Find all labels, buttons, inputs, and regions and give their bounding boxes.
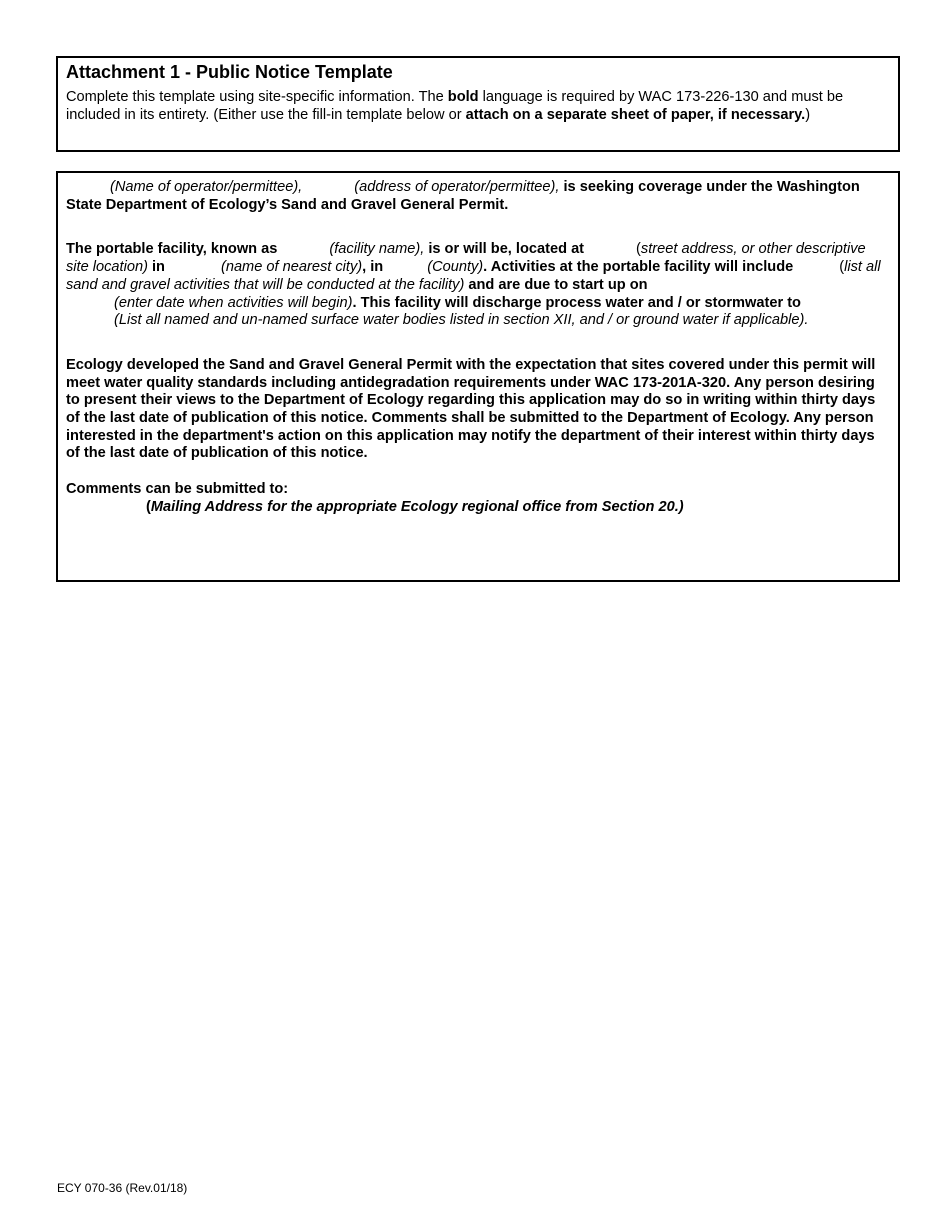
public-notice-box bbox=[56, 171, 900, 582]
activities-placeholder: list all sand and gravel activities that will be conducted at the facility) bbox=[66, 259, 881, 293]
street-open-paren: ( bbox=[636, 241, 641, 258]
intro-bold-end: attach on a separate sheet of paper, if necessary. bbox=[465, 107, 806, 123]
facility-known-as-text: The portable facility, known as bbox=[66, 241, 278, 258]
operator-address-placeholder: (address of operator/permittee), bbox=[354, 179, 560, 195]
operator-name-placeholder: (Name of operator/permittee), bbox=[110, 179, 303, 195]
form-id-footer: ECY 070-36 (Rev.01/18) bbox=[57, 1181, 188, 1195]
intro-close: ) bbox=[805, 107, 811, 123]
nearest-city-placeholder: (name of nearest city) bbox=[220, 259, 363, 276]
start-date-placeholder: (enter date when activities will begin) bbox=[114, 294, 353, 311]
notice-paragraph-1 bbox=[66, 179, 890, 214]
seeking-coverage-text: is seeking coverage under the Washington State Department of Ecology’s Sand and Gravel General Permit. bbox=[66, 179, 860, 213]
list-open-paren: ( bbox=[839, 259, 845, 276]
in-text-2: , in bbox=[362, 259, 384, 276]
activities-text: . Activities at the portable facility will include bbox=[483, 259, 794, 276]
mailing-address-line bbox=[66, 499, 890, 517]
mailing-open-paren: ( bbox=[146, 498, 151, 515]
intro-part-1: Complete this template using site-specific information. The bbox=[66, 89, 448, 105]
street-address-placeholder: street address, or other descriptive site location) bbox=[66, 241, 866, 276]
discharge-text: . This facility will discharge process water and / or stormwater to bbox=[352, 294, 801, 311]
comments-label: Comments can be submitted to: bbox=[66, 481, 289, 498]
intro-bold-word: bold bbox=[447, 89, 479, 105]
instructions-box bbox=[56, 56, 900, 152]
page-title: Attachment 1 - Public Notice Template bbox=[66, 62, 393, 82]
due-start-text: and are due to start up on bbox=[464, 276, 648, 293]
instructions-text bbox=[66, 88, 890, 124]
in-text-1: in bbox=[147, 259, 165, 276]
notice-paragraph-2 bbox=[66, 241, 890, 330]
located-at-text: is or will be, located at bbox=[424, 241, 585, 258]
notice-paragraph-3: Ecology developed the Sand and Gravel General Permit with the expectation that sites covered under this permit will meet water quality standards including antidegradation requirements under WAC 173-201A-320. Any person desiring to present their views to the Department of Ecology regarding this application may do so in writing within thirty days of the last date of publication of this notice. Comments shall be submitted to the Department of Ecology. Any person interested in the department's action on this application may notify the department of their interest within thirty days of the last date of publication of this notice. bbox=[66, 356, 876, 462]
county-placeholder: (County) bbox=[427, 259, 484, 276]
facility-name-placeholder: (facility name), bbox=[329, 241, 425, 258]
intro-part-2: language is required by WAC 173-226-130 and must be included in its entirety. (Either use the fill-in template below or bbox=[66, 89, 844, 123]
water-bodies-placeholder: (List all named and un-named surface water bodies listed in section XII, and / or ground water if applicable). bbox=[114, 312, 809, 329]
mailing-address-placeholder: Mailing Address for the appropriate Ecology regional office from Section 20.) bbox=[150, 498, 684, 515]
